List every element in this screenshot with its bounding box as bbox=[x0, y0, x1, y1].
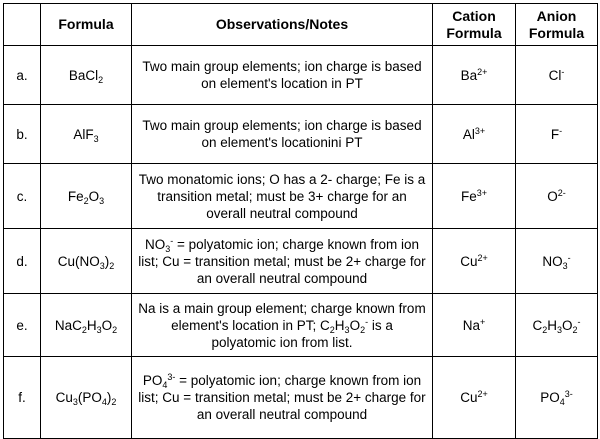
row-label: f. bbox=[4, 357, 41, 439]
cation-cell bbox=[433, 294, 516, 357]
text-segment: AlF bbox=[73, 126, 94, 142]
superscript: - bbox=[561, 66, 565, 77]
subscript: 2 bbox=[360, 324, 366, 335]
notes-cell bbox=[132, 105, 433, 164]
anion-column-header: Anion Formula bbox=[516, 4, 598, 46]
text-segment: Cl bbox=[548, 67, 562, 83]
anion-cell bbox=[516, 294, 598, 357]
text-segment: Two main group elements; ion charge is based on element's locationini PT bbox=[142, 118, 422, 150]
superscript: 2- bbox=[557, 187, 566, 198]
subscript: 2 bbox=[98, 74, 104, 85]
formula-cell bbox=[41, 46, 132, 105]
cation-cell bbox=[433, 164, 516, 229]
table-row bbox=[4, 357, 598, 439]
table-row bbox=[4, 294, 598, 357]
text-segment: O bbox=[101, 317, 113, 333]
table-row bbox=[4, 105, 598, 164]
cation-column-header: Cation Formula bbox=[433, 4, 516, 46]
text-segment: Cu bbox=[460, 390, 478, 405]
text-segment: = polyatomic ion; charge known from ion list; Cu = transition metal; must be 2+ charge for an overall neutral compound bbox=[138, 236, 426, 286]
table-row bbox=[4, 229, 598, 294]
text-segment: Fe bbox=[460, 188, 477, 204]
text-segment: (PO bbox=[77, 390, 102, 405]
text-segment: C bbox=[532, 317, 543, 333]
anion-cell bbox=[516, 357, 598, 439]
text-segment: BaCl bbox=[68, 67, 99, 83]
subscript: 2 bbox=[109, 260, 115, 271]
text-segment: is a polyatomic ion from list. bbox=[211, 317, 393, 350]
notes-cell bbox=[132, 294, 433, 357]
notes-column-header: Observations/Notes bbox=[132, 4, 433, 46]
anion-cell bbox=[516, 105, 598, 164]
notes-cell bbox=[132, 164, 433, 229]
superscript: - bbox=[365, 316, 369, 327]
subscript: 3 bbox=[344, 324, 350, 335]
subscript: 2 bbox=[542, 324, 548, 335]
superscript: 3- bbox=[167, 372, 176, 382]
subscript: 3 bbox=[96, 324, 102, 335]
notes-cell bbox=[132, 357, 433, 439]
text-segment: PO bbox=[540, 390, 560, 405]
superscript: + bbox=[480, 316, 486, 327]
text-segment: Two monatomic ions; O has a 2- charge; Fe is a transition metal; must be 3+ charge for an overall neutral compound bbox=[138, 171, 426, 221]
superscript: - bbox=[577, 316, 581, 327]
notes-cell bbox=[132, 46, 433, 105]
row-label: d. bbox=[4, 229, 41, 294]
text-segment: Ba bbox=[460, 67, 478, 83]
subscript: 2 bbox=[83, 195, 89, 206]
row-label: c. bbox=[4, 164, 41, 229]
superscript: 3+ bbox=[474, 125, 486, 136]
text-segment: O bbox=[349, 317, 361, 333]
cation-cell bbox=[433, 357, 516, 439]
row-label: a. bbox=[4, 46, 41, 105]
text-segment: ) bbox=[104, 253, 110, 269]
subscript: 2 bbox=[81, 324, 87, 335]
text-segment: O bbox=[562, 317, 573, 333]
text-segment: F bbox=[550, 126, 560, 142]
subscript: 3 bbox=[556, 324, 562, 335]
text-segment: Two main group elements; ion charge is based on element's location in PT bbox=[142, 59, 422, 91]
formula-cell bbox=[41, 229, 132, 294]
subscript: 3 bbox=[99, 195, 105, 206]
text-segment: = polyatomic ion; charge known from ion list; Cu = transition metal; must be 2+ charge for an overall neutral compound bbox=[138, 373, 426, 422]
anion-cell bbox=[516, 229, 598, 294]
text-segment: H bbox=[547, 317, 557, 333]
text-segment: PO bbox=[142, 373, 163, 388]
text-segment: H bbox=[334, 317, 345, 333]
header-row bbox=[4, 4, 598, 46]
notes-cell bbox=[132, 229, 433, 294]
subscript: 3 bbox=[165, 243, 171, 254]
text-segment: ) bbox=[106, 390, 112, 405]
row-label: b. bbox=[4, 105, 41, 164]
subscript: 2 bbox=[112, 324, 118, 335]
superscript: 2+ bbox=[477, 252, 488, 263]
anion-cell bbox=[516, 46, 598, 105]
subscript: 3 bbox=[562, 260, 568, 271]
subscript: 2 bbox=[329, 324, 335, 335]
text-segment: NO bbox=[542, 253, 563, 269]
text-segment: Na bbox=[462, 317, 480, 333]
text-segment: Fe bbox=[67, 188, 84, 204]
text-segment: Al bbox=[462, 126, 475, 142]
text-segment: Cu(NO bbox=[57, 253, 100, 269]
formula-cell bbox=[41, 105, 132, 164]
text-segment: Cu bbox=[55, 390, 73, 405]
subscript: 2 bbox=[111, 397, 117, 407]
superscript: - bbox=[170, 235, 174, 246]
cation-cell bbox=[433, 229, 516, 294]
table-body bbox=[4, 46, 598, 439]
cation-cell bbox=[433, 105, 516, 164]
text-segment: NaC bbox=[54, 317, 82, 333]
row-label: e. bbox=[4, 294, 41, 357]
subscript: 4 bbox=[101, 397, 107, 407]
formula-cell bbox=[41, 164, 132, 229]
subscript: 3 bbox=[93, 133, 99, 144]
subscript: 4 bbox=[559, 397, 565, 407]
subscript: 3 bbox=[72, 397, 78, 407]
text-segment: H bbox=[86, 317, 97, 333]
text-segment: Cu bbox=[460, 253, 478, 269]
ion-formula-table bbox=[3, 3, 598, 439]
superscript: - bbox=[567, 252, 571, 263]
superscript: 2+ bbox=[477, 66, 488, 77]
text-segment: Na is a main group element; charge known from element's location in PT; C bbox=[138, 300, 426, 333]
text-segment: NO bbox=[144, 236, 166, 252]
table-row bbox=[4, 164, 598, 229]
subscript: 4 bbox=[162, 380, 168, 390]
text-segment: O bbox=[88, 188, 100, 204]
subscript: 3 bbox=[99, 260, 105, 271]
superscript: 2+ bbox=[477, 389, 488, 399]
superscript: 3- bbox=[564, 389, 573, 399]
superscript: 3+ bbox=[476, 187, 488, 198]
text-segment: O bbox=[547, 188, 558, 204]
formula-column-header: Formula bbox=[41, 4, 132, 46]
table-row bbox=[4, 46, 598, 105]
formula-cell bbox=[41, 294, 132, 357]
superscript: - bbox=[559, 125, 563, 136]
formula-cell bbox=[41, 357, 132, 439]
anion-cell bbox=[516, 164, 598, 229]
cation-cell bbox=[433, 46, 516, 105]
label-column-header bbox=[4, 4, 41, 46]
subscript: 2 bbox=[572, 324, 578, 335]
